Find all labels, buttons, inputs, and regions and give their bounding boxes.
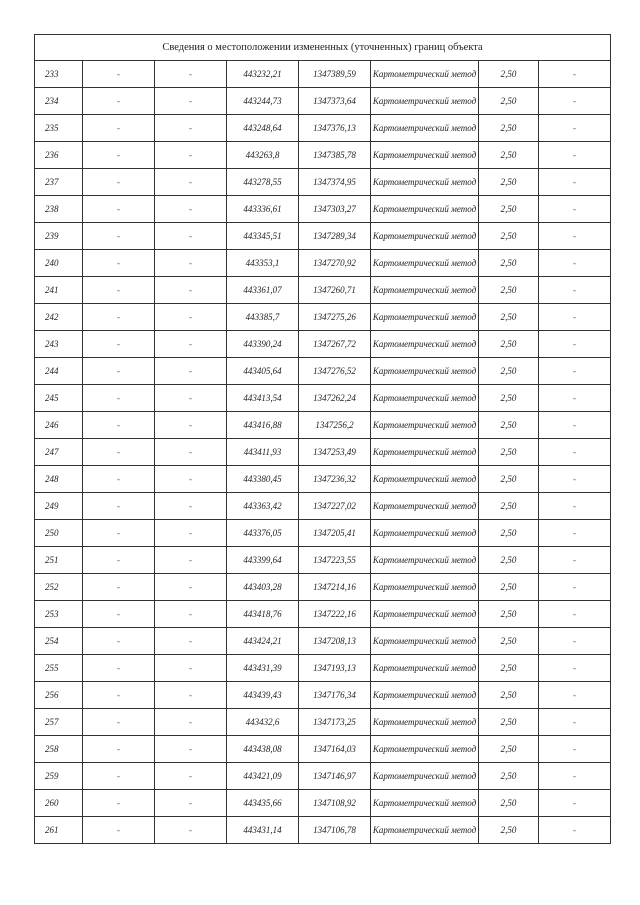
coord-x-cell: 443248,64 xyxy=(227,115,299,142)
dash-cell-a: - xyxy=(83,304,155,331)
accuracy-cell: 2,50 xyxy=(479,682,539,709)
accuracy-cell: 2,50 xyxy=(479,385,539,412)
accuracy-cell: 2,50 xyxy=(479,331,539,358)
coord-x-cell: 443376,05 xyxy=(227,520,299,547)
table-row xyxy=(35,817,611,844)
table-row xyxy=(35,304,611,331)
dash-cell-b: - xyxy=(155,331,227,358)
coord-x-cell: 443432,6 xyxy=(227,709,299,736)
coord-x-cell: 443232,21 xyxy=(227,61,299,88)
method-cell: Картометрический метод xyxy=(371,817,479,844)
dash-cell-b: - xyxy=(155,61,227,88)
dash-cell-b: - xyxy=(155,628,227,655)
title-row xyxy=(35,35,611,61)
document-sheet xyxy=(34,34,610,844)
point-number-cell: 254 xyxy=(35,628,83,655)
coord-y-cell: 1347275,26 xyxy=(299,304,371,331)
point-number-cell: 247 xyxy=(35,439,83,466)
coord-y-cell: 1347289,34 xyxy=(299,223,371,250)
dash-cell-a: - xyxy=(83,169,155,196)
point-number-cell: 252 xyxy=(35,574,83,601)
coord-y-cell: 1347276,52 xyxy=(299,358,371,385)
dash-cell-c: - xyxy=(539,331,611,358)
point-number-cell: 242 xyxy=(35,304,83,331)
dash-cell-b: - xyxy=(155,88,227,115)
coord-y-cell: 1347270,92 xyxy=(299,250,371,277)
coord-y-cell: 1347303,27 xyxy=(299,196,371,223)
coord-y-cell: 1347385,78 xyxy=(299,142,371,169)
dash-cell-a: - xyxy=(83,250,155,277)
dash-cell-b: - xyxy=(155,466,227,493)
dash-cell-c: - xyxy=(539,358,611,385)
accuracy-cell: 2,50 xyxy=(479,61,539,88)
accuracy-cell: 2,50 xyxy=(479,358,539,385)
method-cell: Картометрический метод xyxy=(371,277,479,304)
dash-cell-b: - xyxy=(155,574,227,601)
coord-y-cell: 1347374,95 xyxy=(299,169,371,196)
dash-cell-c: - xyxy=(539,304,611,331)
dash-cell-c: - xyxy=(539,628,611,655)
dash-cell-b: - xyxy=(155,655,227,682)
method-cell: Картометрический метод xyxy=(371,304,479,331)
point-number-cell: 243 xyxy=(35,331,83,358)
table-row xyxy=(35,223,611,250)
dash-cell-a: - xyxy=(83,493,155,520)
point-number-cell: 261 xyxy=(35,817,83,844)
coord-y-cell: 1347223,55 xyxy=(299,547,371,574)
dash-cell-a: - xyxy=(83,115,155,142)
dash-cell-a: - xyxy=(83,358,155,385)
dash-cell-a: - xyxy=(83,61,155,88)
coord-x-cell: 443424,21 xyxy=(227,628,299,655)
dash-cell-a: - xyxy=(83,412,155,439)
dash-cell-c: - xyxy=(539,439,611,466)
point-number-cell: 257 xyxy=(35,709,83,736)
accuracy-cell: 2,50 xyxy=(479,88,539,115)
dash-cell-b: - xyxy=(155,520,227,547)
table-row xyxy=(35,763,611,790)
coord-x-cell: 443431,39 xyxy=(227,655,299,682)
coord-y-cell: 1347164,03 xyxy=(299,736,371,763)
coord-x-cell: 443421,09 xyxy=(227,763,299,790)
coord-x-cell: 443380,45 xyxy=(227,466,299,493)
accuracy-cell: 2,50 xyxy=(479,520,539,547)
dash-cell-b: - xyxy=(155,277,227,304)
dash-cell-c: - xyxy=(539,196,611,223)
coord-x-cell: 443390,24 xyxy=(227,331,299,358)
dash-cell-b: - xyxy=(155,601,227,628)
method-cell: Картометрический метод xyxy=(371,250,479,277)
coord-y-cell: 1347214,16 xyxy=(299,574,371,601)
accuracy-cell: 2,50 xyxy=(479,628,539,655)
method-cell: Картометрический метод xyxy=(371,601,479,628)
table-row xyxy=(35,547,611,574)
dash-cell-b: - xyxy=(155,790,227,817)
accuracy-cell: 2,50 xyxy=(479,196,539,223)
dash-cell-c: - xyxy=(539,115,611,142)
method-cell: Картометрический метод xyxy=(371,709,479,736)
point-number-cell: 244 xyxy=(35,358,83,385)
dash-cell-a: - xyxy=(83,547,155,574)
method-cell: Картометрический метод xyxy=(371,736,479,763)
point-number-cell: 237 xyxy=(35,169,83,196)
accuracy-cell: 2,50 xyxy=(479,547,539,574)
coord-y-cell: 1347260,71 xyxy=(299,277,371,304)
coord-y-cell: 1347208,13 xyxy=(299,628,371,655)
table-row xyxy=(35,250,611,277)
table-row xyxy=(35,493,611,520)
dash-cell-a: - xyxy=(83,331,155,358)
coord-x-cell: 443399,64 xyxy=(227,547,299,574)
accuracy-cell: 2,50 xyxy=(479,304,539,331)
coord-x-cell: 443385,7 xyxy=(227,304,299,331)
dash-cell-b: - xyxy=(155,736,227,763)
dash-cell-b: - xyxy=(155,358,227,385)
method-cell: Картометрический метод xyxy=(371,385,479,412)
method-cell: Картометрический метод xyxy=(371,88,479,115)
coord-y-cell: 1347176,34 xyxy=(299,682,371,709)
accuracy-cell: 2,50 xyxy=(479,709,539,736)
accuracy-cell: 2,50 xyxy=(479,439,539,466)
accuracy-cell: 2,50 xyxy=(479,412,539,439)
dash-cell-b: - xyxy=(155,169,227,196)
coord-y-cell: 1347222,16 xyxy=(299,601,371,628)
coord-x-cell: 443431,14 xyxy=(227,817,299,844)
accuracy-cell: 2,50 xyxy=(479,655,539,682)
coord-y-cell: 1347262,24 xyxy=(299,385,371,412)
accuracy-cell: 2,50 xyxy=(479,817,539,844)
dash-cell-c: - xyxy=(539,223,611,250)
coord-x-cell: 443418,76 xyxy=(227,601,299,628)
dash-cell-a: - xyxy=(83,763,155,790)
point-number-cell: 234 xyxy=(35,88,83,115)
coord-x-cell: 443411,93 xyxy=(227,439,299,466)
dash-cell-a: - xyxy=(83,574,155,601)
dash-cell-a: - xyxy=(83,601,155,628)
table-row xyxy=(35,790,611,817)
method-cell: Картометрический метод xyxy=(371,115,479,142)
table-row xyxy=(35,358,611,385)
dash-cell-a: - xyxy=(83,817,155,844)
coord-y-cell: 1347389,59 xyxy=(299,61,371,88)
dash-cell-a: - xyxy=(83,628,155,655)
coord-y-cell: 1347373,64 xyxy=(299,88,371,115)
accuracy-cell: 2,50 xyxy=(479,736,539,763)
coord-y-cell: 1347108,92 xyxy=(299,790,371,817)
dash-cell-c: - xyxy=(539,736,611,763)
dash-cell-c: - xyxy=(539,601,611,628)
accuracy-cell: 2,50 xyxy=(479,763,539,790)
dash-cell-b: - xyxy=(155,817,227,844)
accuracy-cell: 2,50 xyxy=(479,493,539,520)
coord-x-cell: 443278,55 xyxy=(227,169,299,196)
table-row xyxy=(35,709,611,736)
method-cell: Картометрический метод xyxy=(371,682,479,709)
accuracy-cell: 2,50 xyxy=(479,250,539,277)
method-cell: Картометрический метод xyxy=(371,196,479,223)
coord-x-cell: 443353,1 xyxy=(227,250,299,277)
table-row xyxy=(35,520,611,547)
coord-y-cell: 1347227,02 xyxy=(299,493,371,520)
table-row xyxy=(35,169,611,196)
method-cell: Картометрический метод xyxy=(371,331,479,358)
coord-y-cell: 1347236,32 xyxy=(299,466,371,493)
point-number-cell: 248 xyxy=(35,466,83,493)
coord-y-cell: 1347146,97 xyxy=(299,763,371,790)
dash-cell-a: - xyxy=(83,682,155,709)
accuracy-cell: 2,50 xyxy=(479,223,539,250)
coord-x-cell: 443363,42 xyxy=(227,493,299,520)
point-number-cell: 236 xyxy=(35,142,83,169)
point-number-cell: 241 xyxy=(35,277,83,304)
method-cell: Картометрический метод xyxy=(371,412,479,439)
table-row xyxy=(35,277,611,304)
coord-y-cell: 1347173,25 xyxy=(299,709,371,736)
dash-cell-b: - xyxy=(155,142,227,169)
dash-cell-a: - xyxy=(83,439,155,466)
coord-x-cell: 443345,51 xyxy=(227,223,299,250)
point-number-cell: 246 xyxy=(35,412,83,439)
coord-x-cell: 443438,08 xyxy=(227,736,299,763)
method-cell: Картометрический метод xyxy=(371,439,479,466)
dash-cell-c: - xyxy=(539,88,611,115)
point-number-cell: 238 xyxy=(35,196,83,223)
dash-cell-a: - xyxy=(83,466,155,493)
accuracy-cell: 2,50 xyxy=(479,790,539,817)
method-cell: Картометрический метод xyxy=(371,493,479,520)
dash-cell-a: - xyxy=(83,277,155,304)
coord-x-cell: 443416,88 xyxy=(227,412,299,439)
method-cell: Картометрический метод xyxy=(371,223,479,250)
point-number-cell: 239 xyxy=(35,223,83,250)
point-number-cell: 253 xyxy=(35,601,83,628)
dash-cell-b: - xyxy=(155,196,227,223)
table-row xyxy=(35,736,611,763)
dash-cell-b: - xyxy=(155,223,227,250)
point-number-cell: 260 xyxy=(35,790,83,817)
coord-x-cell: 443439,43 xyxy=(227,682,299,709)
dash-cell-c: - xyxy=(539,655,611,682)
method-cell: Картометрический метод xyxy=(371,628,479,655)
dash-cell-c: - xyxy=(539,817,611,844)
method-cell: Картометрический метод xyxy=(371,790,479,817)
coord-x-cell: 443361,07 xyxy=(227,277,299,304)
accuracy-cell: 2,50 xyxy=(479,142,539,169)
dash-cell-c: - xyxy=(539,547,611,574)
accuracy-cell: 2,50 xyxy=(479,601,539,628)
point-number-cell: 250 xyxy=(35,520,83,547)
dash-cell-b: - xyxy=(155,385,227,412)
dash-cell-c: - xyxy=(539,520,611,547)
dash-cell-c: - xyxy=(539,169,611,196)
point-number-cell: 249 xyxy=(35,493,83,520)
dash-cell-a: - xyxy=(83,142,155,169)
method-cell: Картометрический метод xyxy=(371,547,479,574)
coord-x-cell: 443263,8 xyxy=(227,142,299,169)
dash-cell-a: - xyxy=(83,709,155,736)
dash-cell-b: - xyxy=(155,547,227,574)
dash-cell-b: - xyxy=(155,412,227,439)
dash-cell-b: - xyxy=(155,493,227,520)
point-number-cell: 255 xyxy=(35,655,83,682)
table-body xyxy=(35,35,611,844)
table-row xyxy=(35,142,611,169)
dash-cell-b: - xyxy=(155,115,227,142)
table-title: Сведения о местоположении измененных (уточненных) границ объекта xyxy=(35,35,611,61)
point-number-cell: 235 xyxy=(35,115,83,142)
method-cell: Картометрический метод xyxy=(371,169,479,196)
dash-cell-a: - xyxy=(83,385,155,412)
dash-cell-b: - xyxy=(155,250,227,277)
point-number-cell: 256 xyxy=(35,682,83,709)
dash-cell-a: - xyxy=(83,196,155,223)
coord-y-cell: 1347193,13 xyxy=(299,655,371,682)
table-row xyxy=(35,466,611,493)
boundary-table xyxy=(34,34,611,844)
coord-x-cell: 443435,66 xyxy=(227,790,299,817)
coord-x-cell: 443336,61 xyxy=(227,196,299,223)
table-row xyxy=(35,601,611,628)
table-row xyxy=(35,115,611,142)
table-row xyxy=(35,385,611,412)
dash-cell-a: - xyxy=(83,655,155,682)
dash-cell-c: - xyxy=(539,466,611,493)
dash-cell-a: - xyxy=(83,223,155,250)
table-row xyxy=(35,412,611,439)
table-row xyxy=(35,682,611,709)
coord-x-cell: 443244,73 xyxy=(227,88,299,115)
coord-y-cell: 1347106,78 xyxy=(299,817,371,844)
dash-cell-b: - xyxy=(155,304,227,331)
coord-y-cell: 1347253,49 xyxy=(299,439,371,466)
dash-cell-c: - xyxy=(539,709,611,736)
table-row xyxy=(35,655,611,682)
dash-cell-c: - xyxy=(539,412,611,439)
point-number-cell: 240 xyxy=(35,250,83,277)
dash-cell-c: - xyxy=(539,763,611,790)
dash-cell-a: - xyxy=(83,88,155,115)
dash-cell-c: - xyxy=(539,682,611,709)
coord-y-cell: 1347205,41 xyxy=(299,520,371,547)
accuracy-cell: 2,50 xyxy=(479,277,539,304)
accuracy-cell: 2,50 xyxy=(479,574,539,601)
dash-cell-c: - xyxy=(539,493,611,520)
dash-cell-b: - xyxy=(155,763,227,790)
dash-cell-a: - xyxy=(83,736,155,763)
coord-y-cell: 1347267,72 xyxy=(299,331,371,358)
dash-cell-c: - xyxy=(539,574,611,601)
method-cell: Картометрический метод xyxy=(371,142,479,169)
coord-y-cell: 1347256,2 xyxy=(299,412,371,439)
coord-x-cell: 443413,54 xyxy=(227,385,299,412)
table-row xyxy=(35,196,611,223)
method-cell: Картометрический метод xyxy=(371,466,479,493)
dash-cell-c: - xyxy=(539,250,611,277)
table-row xyxy=(35,61,611,88)
point-number-cell: 259 xyxy=(35,763,83,790)
method-cell: Картометрический метод xyxy=(371,520,479,547)
accuracy-cell: 2,50 xyxy=(479,169,539,196)
table-row xyxy=(35,331,611,358)
point-number-cell: 251 xyxy=(35,547,83,574)
table-row xyxy=(35,574,611,601)
method-cell: Картометрический метод xyxy=(371,574,479,601)
accuracy-cell: 2,50 xyxy=(479,466,539,493)
method-cell: Картометрический метод xyxy=(371,358,479,385)
dash-cell-b: - xyxy=(155,682,227,709)
table-row xyxy=(35,88,611,115)
dash-cell-b: - xyxy=(155,439,227,466)
dash-cell-c: - xyxy=(539,61,611,88)
accuracy-cell: 2,50 xyxy=(479,115,539,142)
method-cell: Картометрический метод xyxy=(371,655,479,682)
coord-y-cell: 1347376,13 xyxy=(299,115,371,142)
dash-cell-c: - xyxy=(539,385,611,412)
coord-x-cell: 443403,28 xyxy=(227,574,299,601)
point-number-cell: 245 xyxy=(35,385,83,412)
table-row xyxy=(35,439,611,466)
method-cell: Картометрический метод xyxy=(371,763,479,790)
dash-cell-a: - xyxy=(83,520,155,547)
table-row xyxy=(35,628,611,655)
dash-cell-a: - xyxy=(83,790,155,817)
point-number-cell: 233 xyxy=(35,61,83,88)
point-number-cell: 258 xyxy=(35,736,83,763)
dash-cell-c: - xyxy=(539,277,611,304)
dash-cell-b: - xyxy=(155,709,227,736)
method-cell: Картометрический метод xyxy=(371,61,479,88)
coord-x-cell: 443405,64 xyxy=(227,358,299,385)
dash-cell-c: - xyxy=(539,142,611,169)
dash-cell-c: - xyxy=(539,790,611,817)
